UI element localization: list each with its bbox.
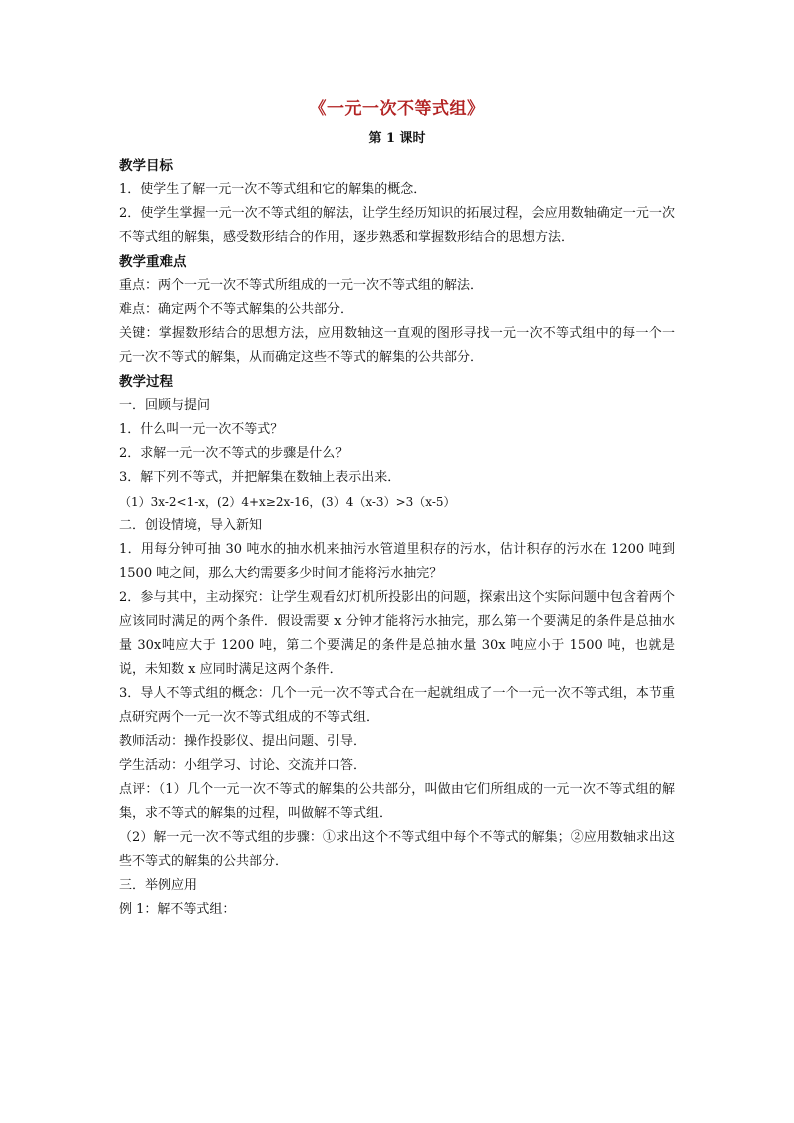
paragraph: 一．回顾与提问 [119, 398, 211, 413]
paragraph: 重点：两个一元一次不等式所组成的一元一次不等式组的解法． [119, 278, 484, 293]
paragraph: 1．什么叫一元一次不等式？ [119, 422, 284, 437]
paragraph: 难点：确定两个不等式解集的公共部分． [119, 302, 354, 317]
paragraph: 2．参与其中，主动探究：让学生观看幻灯机所投影出的问题，探索出这个实际问题中包含着两个应该同时满足的两个条件．假设需要 x 分钟才能将污水抽完，那么第一个要满足的条件是总抽水量 30x吨应大于 1200 吨，第二个要满足的条件是总抽水量 30x 吨应小于 1500 吨，也就是说，未知数 x 应同时满足这两个条件． [119, 590, 675, 677]
paragraph: 二．创设情境，导入新知 [119, 518, 263, 533]
paragraph: 2．求解一元一次不等式的步骤是什么？ [119, 446, 349, 461]
paragraph: （1）3x-2<1-x，(2）4+x≥2x-16，(3）4（x-3）>3（x-5） [119, 495, 456, 509]
paragraph: 3．导人不等式组的概念：几个一元一次不等式合在一起就组成了一个一元一次不等式组，本节重点研究两个一元一次不等式组成的不等式组． [119, 686, 675, 725]
section-heading-key-points: 教学重难点 [119, 254, 187, 270]
section-heading-process: 教学过程 [119, 374, 173, 390]
paragraph: 学生活动：小组学习、讨论、交流并口答． [119, 758, 367, 773]
paragraph: （2）解一元一次不等式组的步骤：①求出这个不等式组中每个不等式的解集；②应用数轴求出这些不等式的解集的公共部分． [119, 830, 675, 869]
paragraph: 例 1：解不等式组： [119, 902, 236, 917]
paragraph: 3．解下列不等式，并把解集在数轴上表示出来． [119, 470, 401, 485]
section-heading-goals: 教学目标 [119, 158, 173, 174]
paragraph: 关键：掌握数形结合的思想方法，应用数轴这一直观的图形寻找一元一次不等式组中的每一个一元一次不等式的解集，从而确定这些不等式的解集的公共部分． [119, 326, 675, 365]
paragraph: 1．用每分钟可抽 30 吨水的抽水机来抽污水管道里积存的污水，估计积存的污水在 1200 吨到 1500 吨之间，那么大约需要多少时间才能将污水抽完？ [119, 542, 675, 581]
paragraph: 1．使学生了解一元一次不等式组和它的解集的概念． [119, 182, 427, 197]
document-body [119, 98, 675, 922]
paragraph: 点评：（1）几个一元一次不等式的解集的公共部分，叫做由它们所组成的一元一次不等式组的解集，求不等式的解集的过程，叫做解不等式组． [119, 782, 675, 821]
document-title: 《一元一次不等式组》 [309, 99, 485, 119]
lesson-subtitle: 第 1 课时 [368, 131, 426, 146]
paragraph: 2．使学生掌握一元一次不等式组的解法，让学生经历知识的拓展过程，会应用数轴确定一元一次不等式组的解集，感受数形结合的作用，逐步熟悉和掌握数形结合的思想方法． [119, 206, 675, 245]
paragraph: 三．举例应用 [119, 878, 198, 893]
paragraph: 教师活动：操作投影仪、提出问题、引导． [119, 734, 367, 749]
